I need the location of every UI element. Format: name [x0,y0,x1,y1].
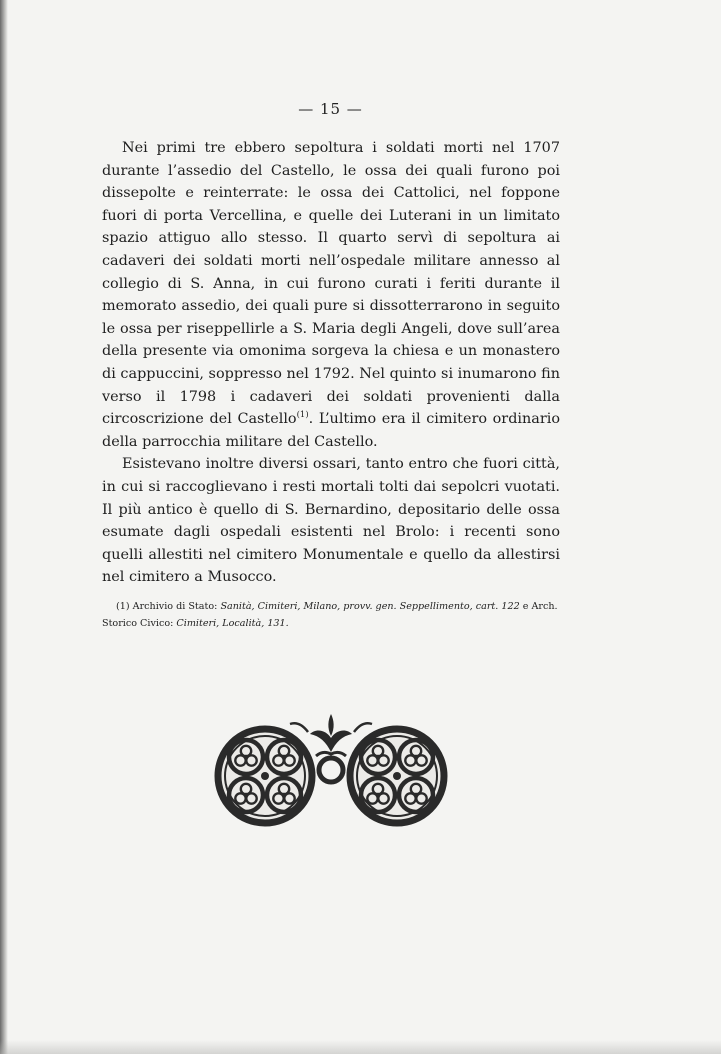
paragraph-2: Esistevano inoltre diversi ossari, tanto entro che fuori città, in cui si raccoglievano i resti mortali tolti dai sepolcri vuotati. Il più antico è quello di S. Bernardino, depositario delle ossa esumate dagli ospedali esistenti nel Brolo: i recenti sono quelli allestiti nel cimitero Monumentale e quello da allestirsi nel cimitero a Musocco. [102,456,560,586]
page-number: — 15 — [298,100,363,118]
footnote-archive-label: Archivio di Stato: [132,601,218,612]
paragraph-1 [102,137,560,453]
footnote-civic-archive-label: e Arch. Storico Civico: [102,601,558,629]
page-binding-shadow [0,0,8,1054]
footnote-civic-archive-reference: Cimiteri, Località, 131. [176,618,289,629]
floral-rosette-ornament-icon [212,706,450,828]
footnote-reference: (1) [296,410,309,421]
footnote-archive-reference: Sanità, Cimiteri, Milano, provv. gen. Seppellimento, cart. 122 [220,601,520,612]
footnote [102,598,560,632]
footnote-marker: (1) [116,601,130,612]
page-bottom-shadow [0,1040,721,1054]
body-text [102,137,560,589]
footnote-line [102,598,560,632]
paragraph-1-text-end: . L’ultimo era il cimitero ordinario della parrocchia militare del Castello. [102,411,560,450]
paragraph-1-text: Nei primi tre ebbero sepoltura i soldati morti nel 1707 durante l’assedio del Castello, le ossa dei quali furono poi dissepolte e reinterrate: le ossa dei Cattolici, nel foppone fuori di porta Vercellina, e quelle dei Luterani in un limitato spazio attiguo allo stesso. Il quarto servì di sepoltura ai cadaveri dei soldati morti nell’ospedale militare annesso al collegio di S. Anna, in cui furono curati i feriti durante il memorato assedio, dei quali pure si dissotterrarono in seguito le ossa per riseppellirle a S. Maria degli Angeli, dove sull’area della presente via omonima sorgeva la chiesa e un monastero di cappuccini, soppresso nel 1792. Nel quinto si inumarono fin verso il 1798 i cadaveri dei soldati provenienti dalla circoscrizione del Castello [102,140,560,428]
